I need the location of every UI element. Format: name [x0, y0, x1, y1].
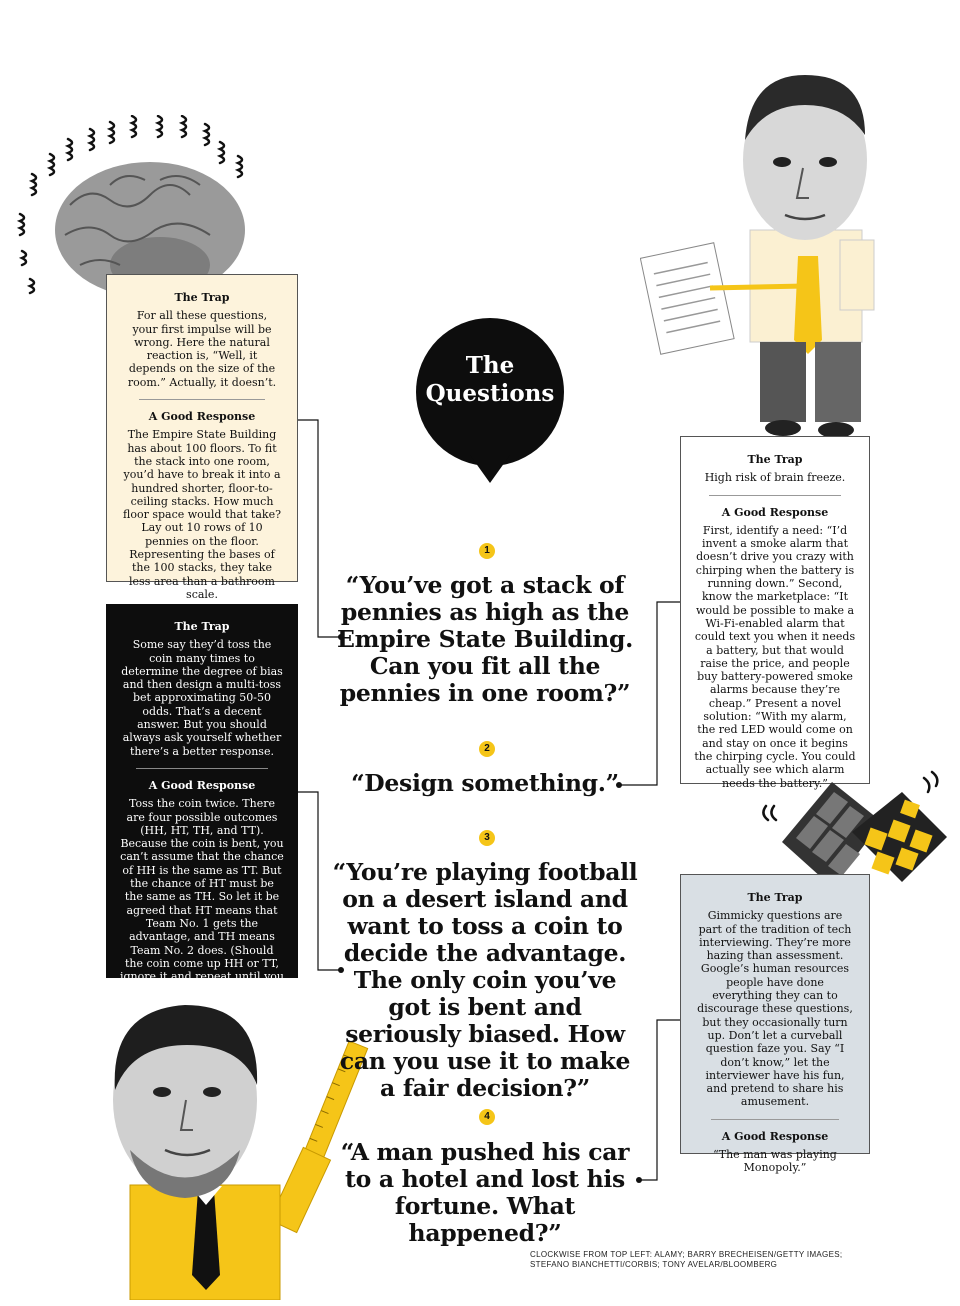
questions-bubble [416, 318, 564, 466]
trap-heading: The Trap [174, 620, 230, 633]
question-number-4: 4 [479, 1109, 495, 1125]
answer-box-2 [680, 436, 870, 790]
answer-box-3 [106, 604, 298, 997]
rubiks-cube-illustration [752, 762, 952, 892]
question-4-text: “A man pushed his car to a hotel and lost his fortune. What happened?” [340, 1138, 630, 1247]
trap-text: Gimmicky questions are part of the tradition of tech interviewing. They’re more hazing than assessment. Google’s human resources people have done everything they can to discourage these questions, but they occasionally turn up. Don’t let a curveball question faze you. Say “I don’t know,” let the interviewer have his fun, and pretend to share his amusement. [697, 909, 853, 1109]
response-heading: A Good Response [148, 410, 256, 424]
answer-box-1 [106, 274, 298, 601]
response-heading: A Good Response [148, 778, 256, 792]
trap-text: Some say they’d toss the coin many times to determine the degree of bias and then design a multi-toss bet approximating 50-50 odds. That’s a decent answer. But you should always ask yourself whether there’s a better response. [121, 638, 283, 758]
response-text: “The man was playing Monopoly.” [713, 1148, 837, 1175]
trap-heading: The Trap [174, 291, 230, 304]
man-with-ruler-illustration [90, 1000, 370, 1300]
divider [711, 1119, 839, 1120]
question-number-1: 1 [479, 543, 495, 559]
bubble-title-line2: Questions [425, 380, 555, 407]
trap-heading: The Trap [747, 453, 803, 466]
man-with-paper-illustration [640, 70, 900, 445]
photo-credit-line2: STEFANO BIANCHETTI/CORBIS; TONY AVELAR/BLOOMBERG [530, 1260, 778, 1269]
trap-heading: The Trap [747, 891, 803, 904]
question-1-text: “You’ve got a stack of pennies as high as the Empire State Building. Can you fit all the pennies in one room?” [337, 571, 633, 707]
question-2-text: “Design something.” [351, 769, 619, 797]
question-3-text: “You’re playing football on a desert island and want to toss a coin to decide the advantage. The only coin you’ve got is bent and seriously biased. How can you use it to make a fair decision?” [332, 858, 638, 1102]
question-number-2: 2 [479, 741, 495, 757]
bubble-title-line1: The [465, 352, 515, 379]
bubble-tail [470, 455, 510, 485]
trap-text: High risk of brain freeze. [704, 471, 846, 485]
response-heading: A Good Response [721, 1129, 829, 1143]
answer-box-4 [680, 874, 870, 1175]
response-heading: A Good Response [721, 505, 829, 519]
divider [709, 495, 841, 496]
divider [136, 768, 268, 769]
response-text: First, identify a need: “I’d invent a smoke alarm that doesn’t drive you crazy with chirping when the battery is running down.” Second, know the marketplace: “It would be possible to make a Wi-Fi-enabled alarm that could text you when it needs a battery, but that would raise the price, and people buy battery-powered smoke alarms because they’re cheap.” Present a novel solution: “With my alarm, the red LED would come on and stay on once it begins the chirping cycle. You could actually see which alarm needs the battery.” [694, 523, 856, 790]
response-text: Toss the coin twice. There are four possible outcomes (HH, HT, TH, and TT). Because the coin is bent, you can’t assume that the chance of HH is the same as TT. But the chance of HT must be the same as TH. So let it be agreed that HT means that Team No. 1 gets the advantage, and TH means Team No. 2 does. (Should the coin come up HH or TT, ignore it and repeat until you get HT or TH.) [120, 797, 284, 997]
photo-credit [530, 1250, 842, 1270]
question-number-3: 3 [479, 830, 495, 846]
trap-text: For all these questions, your first impulse will be wrong. Here the natural reaction is, “Well, it depends on the size of the room.” Actually, it doesn’t. [127, 309, 277, 389]
response-text: The Empire State Building has about 100 floors. To fit the stack into one room, you’d have to break it into a hundred shorter, floor-to-ceiling stacks. How much floor space would that take? Lay out 10 rows of 10 pennies on the floor. Representing the bases of the 100 stacks, they take less area than a bathroom scale. [123, 428, 281, 601]
divider [139, 399, 265, 400]
photo-credit-line1: CLOCKWISE FROM TOP LEFT: ALAMY; BARRY BRECHEISEN/GETTY IMAGES; [530, 1250, 843, 1259]
